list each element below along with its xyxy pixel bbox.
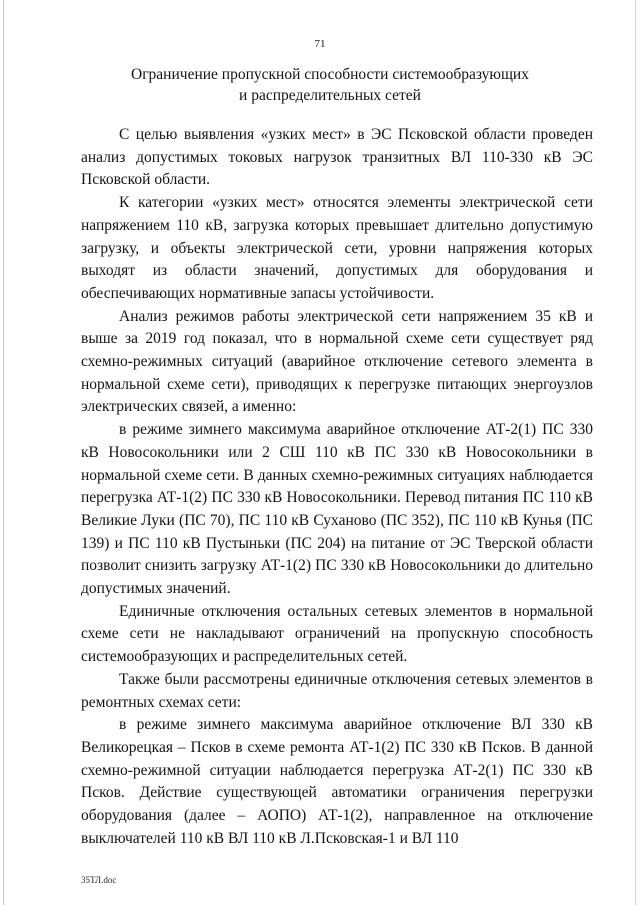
paragraph: Анализ режимов работы электрической сети напряжением 35 кВ и выше за 2019 год показал, что в нормальной схеме сети существует ряд схемно-режимных ситуаций (аварийное отключение сетевого элемента в нормальной схеме сети), приводящих к перегрузке питающих энергоузлов электрических связей, а именно: — [81, 307, 593, 416]
paragraph: С целью выявления «узких мест» в ЭС Псковской области проведен анализ допустимых токовых нагрузок транзитных ВЛ 110-330 кВ ЭС Псковской области. — [81, 126, 593, 189]
paragraph: в режиме зимнего максимума аварийное отключение ВЛ 330 кВ Великорецкая – Псков в схеме ремонта АТ-1(2) ПС 330 кВ Псков. В данной схемно-режимной ситуации наблюдается перегрузка АТ-2(1) ПС 330 кВ Псков. Действие существующей автоматики ограничения перегрузки оборудования (далее – АОПО) АТ-1(2), направленное на отключение выключателей 110 кВ ВЛ 110 кВ Л.Псковская-1 и ВЛ 110 — [81, 716, 593, 847]
paragraph: Также были рассмотрены единичные отключения сетевых элементов в ремонтных схемах сети: — [81, 670, 593, 711]
paragraph: Единичные отключения остальных сетевых элементов в нормальной схеме сети не накладывают ограничений на пропускную способность системообразующих и распределительных сетей. — [81, 602, 593, 666]
file-name-footer: 35ТЛ.doc — [81, 875, 117, 885]
scan-edge-right — [635, 0, 636, 905]
document-body — [81, 124, 593, 851]
scan-edge-left — [3, 0, 4, 905]
page-number: 71 — [314, 38, 326, 50]
section-title-line-2: и распределительных сетей — [239, 87, 421, 104]
section-title — [80, 64, 580, 106]
paragraph: в режиме зимнего максимума аварийное отключение АТ-2(1) ПС 330 кВ Новосокольники или 2 СШ 110 кВ ПС 330 кВ Новосокольники в нормальной схеме сети. В данных схемно-режимных ситуациях наблюдается перегрузка АТ-1(2) ПС 330 кВ Новосокольники. Перевод питания ПС 110 кВ Великие Луки (ПС 70), ПС 110 кВ Суханово (ПС 352), ПС 110 кВ Кунья (ПС 139) и ПС 110 кВ Пустыньки (ПС 204) на питание от ЭС Тверской области позволит снизить загрузку АТ-1(2) ПС 330 кВ Новосокольники до длительно допустимых значений. — [81, 421, 593, 598]
section-title-line-1: Ограничение пропускной способности системообразующих — [131, 66, 529, 83]
paragraph: К категории «узких мест» относятся элементы электрической сети напряжением 110 кВ, загрузка которых превышает длительно допустимую загрузку, и объекты электрической сети, уровни напряжения которых выходят из области значений, допустимых для оборудования и обеспечивающих нормативные запасы устойчивости. — [81, 194, 593, 302]
